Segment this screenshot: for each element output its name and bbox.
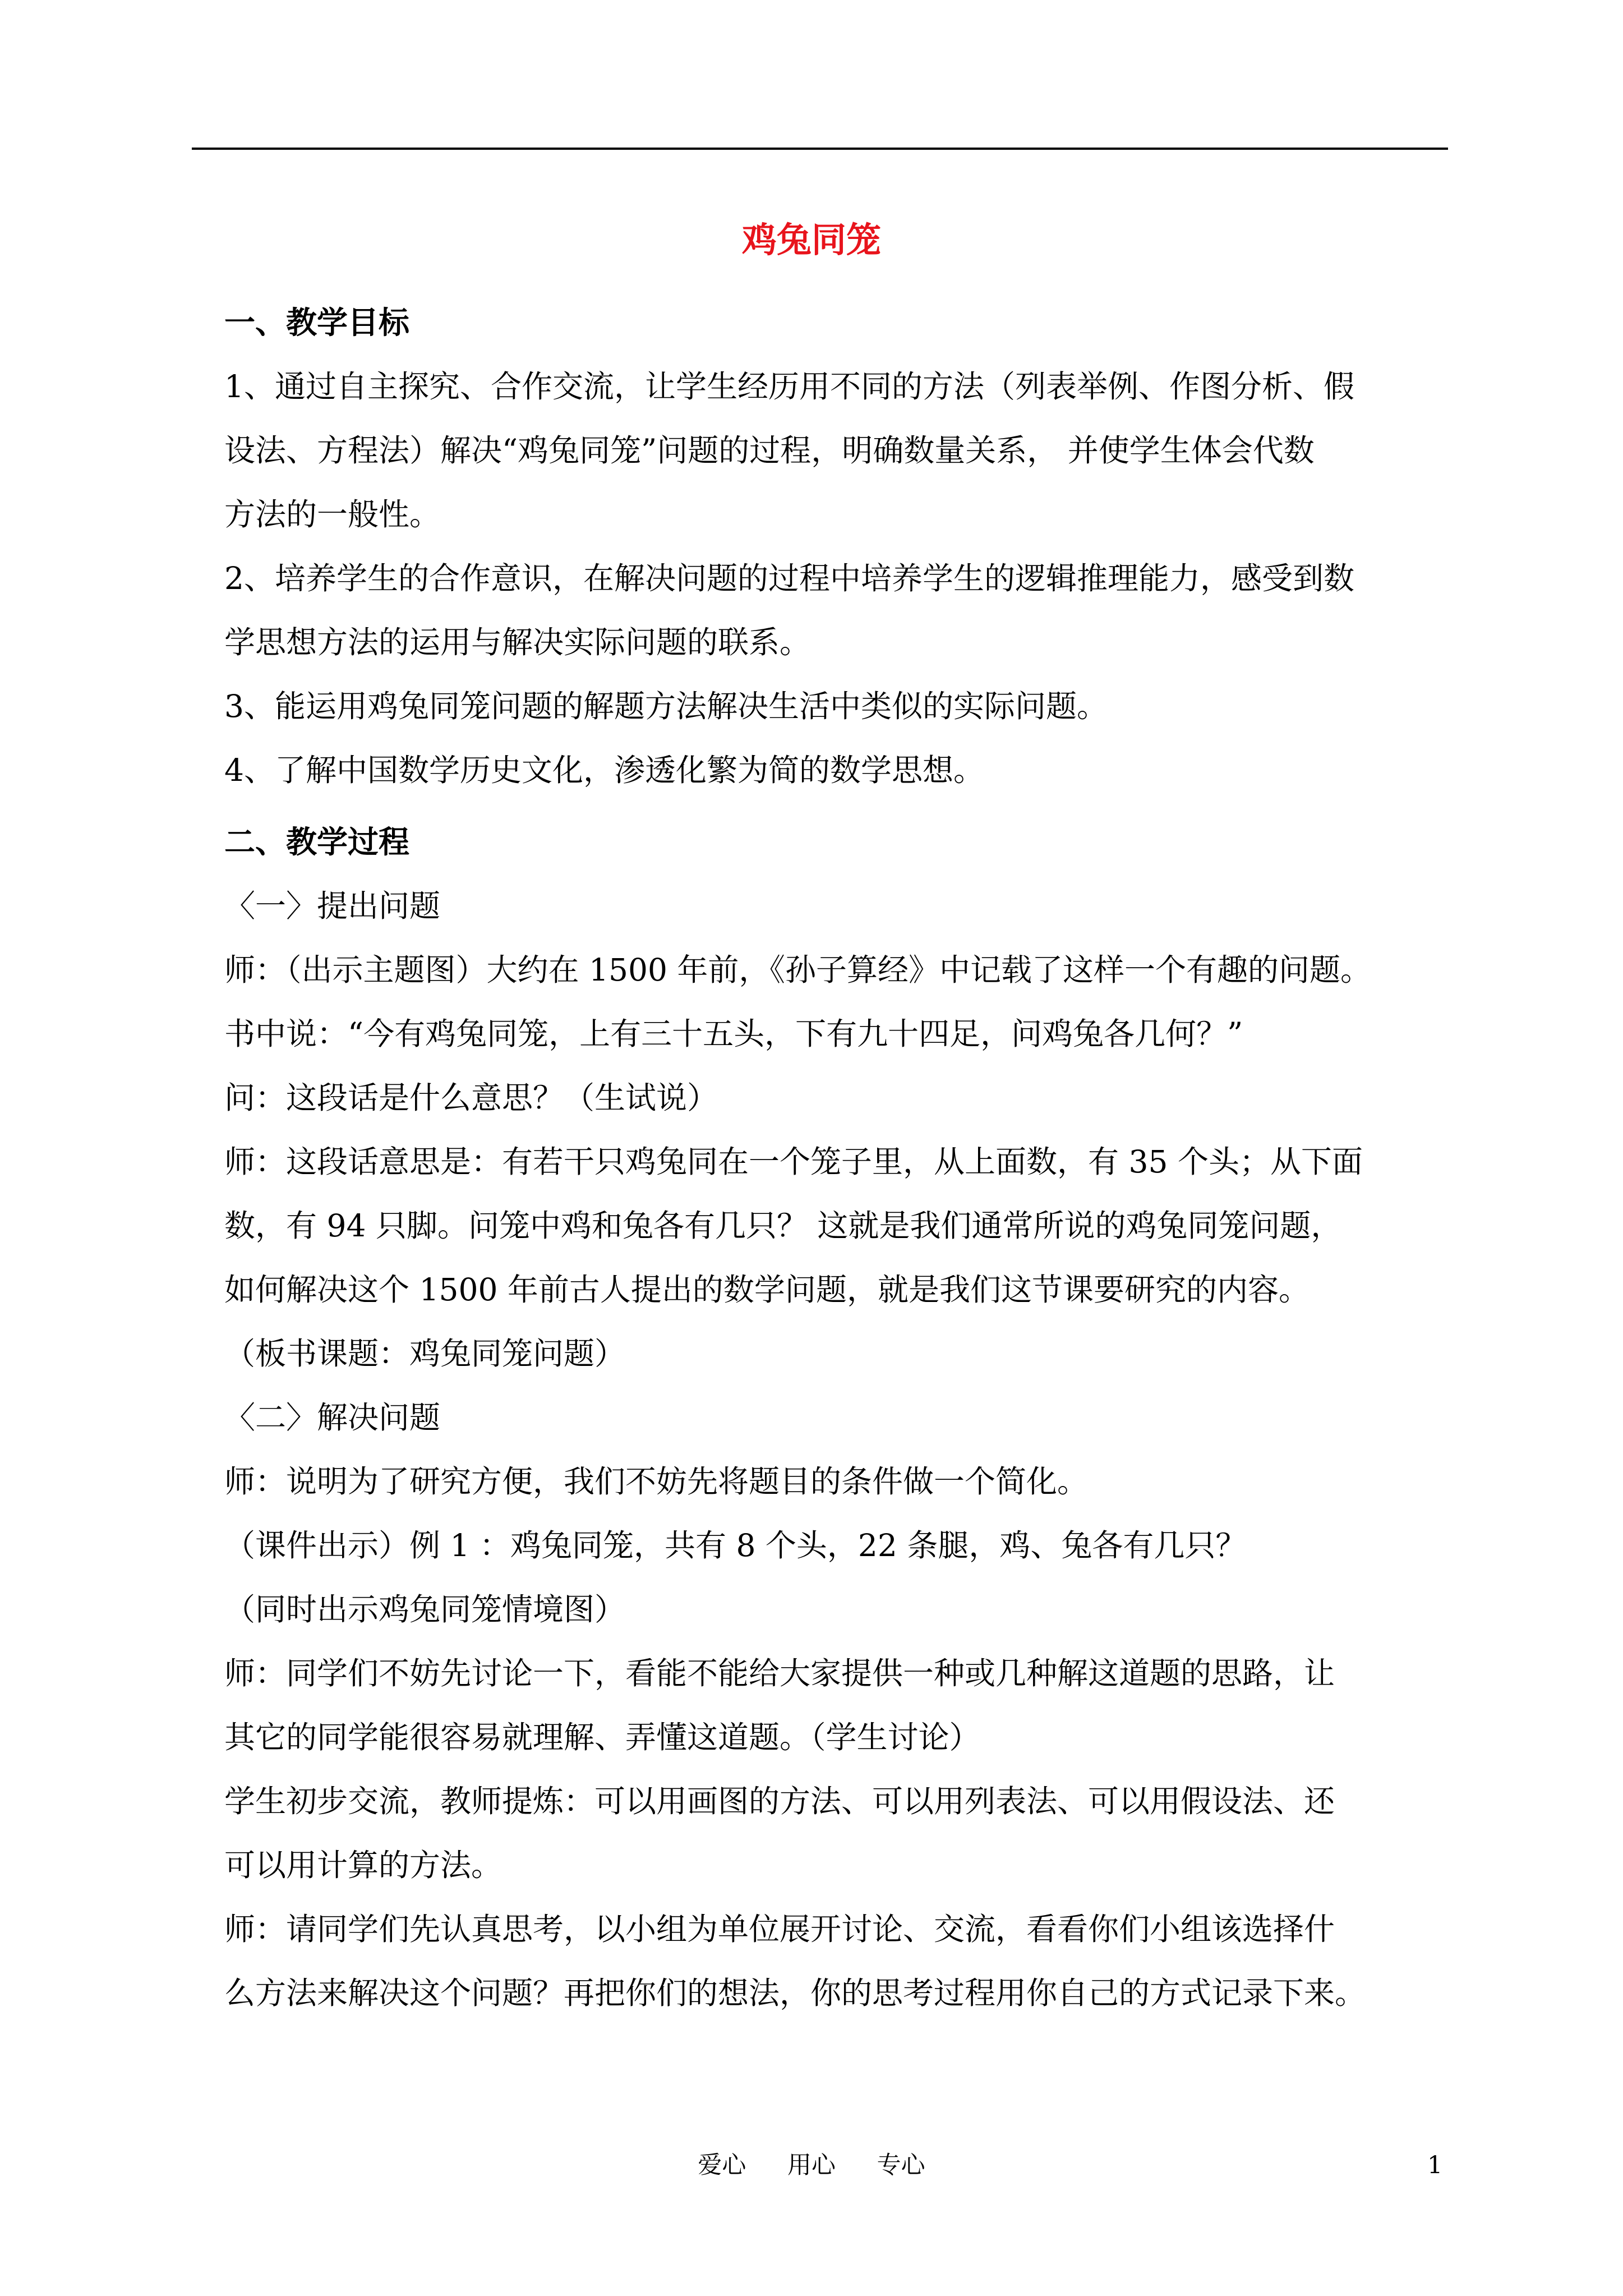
paragraph-line: 2、培养学生的合作意识，在解决问题的过程中培养学生的逻辑推理能力，感受到数 [224,560,1354,596]
paragraph-line: 书中说：“今有鸡兔同笼，上有三十五头，下有九十四足，问鸡兔各几何？” [224,1016,1243,1052]
paragraph-line: 师：请同学们先认真思考，以小组为单位展开讨论、交流，看看你们小组该选择什 [224,1911,1335,1947]
paragraph-line: （同时出示鸡兔同笼情境图） [224,1591,626,1627]
paragraph-line: 可以用计算的方法。 [224,1847,502,1883]
paragraph-line: 如何解决这个 1500 年前古人提出的数学问题，就是我们这节课要研究的内容。 [224,1272,1310,1308]
section-heading: 一、教学目标 [224,304,410,341]
section-heading: 二、教学过程 [224,823,410,860]
paragraph-line: 〈一〉提出问题 [224,888,441,924]
paragraph-line: 学生初步交流，教师提炼：可以用画图的方法、可以用列表法、可以用假设法、还 [224,1783,1335,1819]
paragraph-line: 学思想方法的运用与解决实际问题的联系。 [224,624,811,660]
paragraph-line: 数，有 94 只脚。问笼中鸡和兔各有几只？ 这就是我们通常所说的鸡兔同笼问题， [224,1208,1342,1244]
paragraph-line: （板书课题：鸡兔同笼问题） [224,1336,626,1372]
paragraph-line: 师：同学们不妨先讨论一下，看能不能给大家提供一种或几种解这道题的思路，让 [224,1655,1335,1691]
paragraph-line: 〈二〉解决问题 [224,1400,441,1435]
paragraph-line: 设法、方程法）解决“鸡兔同笼”问题的过程，明确数量关系， 并使学生体会代数 [224,432,1315,468]
paragraph-line: 么方法来解决这个问题？再把你们的想法，你的思考过程用你自己的方式记录下来。 [224,1975,1366,2011]
header-rule [192,148,1448,150]
paragraph-line: 其它的同学能很容易就理解、弄懂这道题。（学生讨论） [224,1719,980,1755]
document-title: 鸡兔同笼 [741,219,881,260]
paragraph-line: 方法的一般性。 [224,496,441,532]
page-number: 1 [1427,2151,1443,2179]
paragraph-line: 师：这段话意思是：有若干只鸡兔同在一个笼子里，从上面数，有 35 个头；从下面 [224,1144,1363,1180]
paragraph-line: 师：说明为了研究方便，我们不妨先将题目的条件做一个简化。 [224,1464,1089,1499]
footer-slogan: 爱心 用心 专心 [698,2151,925,2179]
paragraph-line: 3、能运用鸡兔同笼问题的解题方法解决生活中类似的实际问题。 [224,688,1108,724]
paragraph-line: 4、了解中国数学历史文化，渗透化繁为简的数学思想。 [224,752,984,788]
document-body [224,291,1458,2025]
paragraph-line: 师：（出示主题图）大约在 1500 年前，《孙子算经》中记载了这样一个有趣的问题。 [224,952,1371,988]
paragraph-line: 1、通过自主探究、合作交流，让学生经历用不同的方法（列表举例、作图分析、假 [224,369,1354,404]
paragraph-line: 问：这段话是什么意思？（生试说） [224,1080,718,1116]
page-footer [0,2143,1623,2188]
paragraph-line: （课件出示）例 1 ：鸡兔同笼，共有 8 个头，22 条腿，鸡、兔各有几只？ [224,1527,1247,1563]
